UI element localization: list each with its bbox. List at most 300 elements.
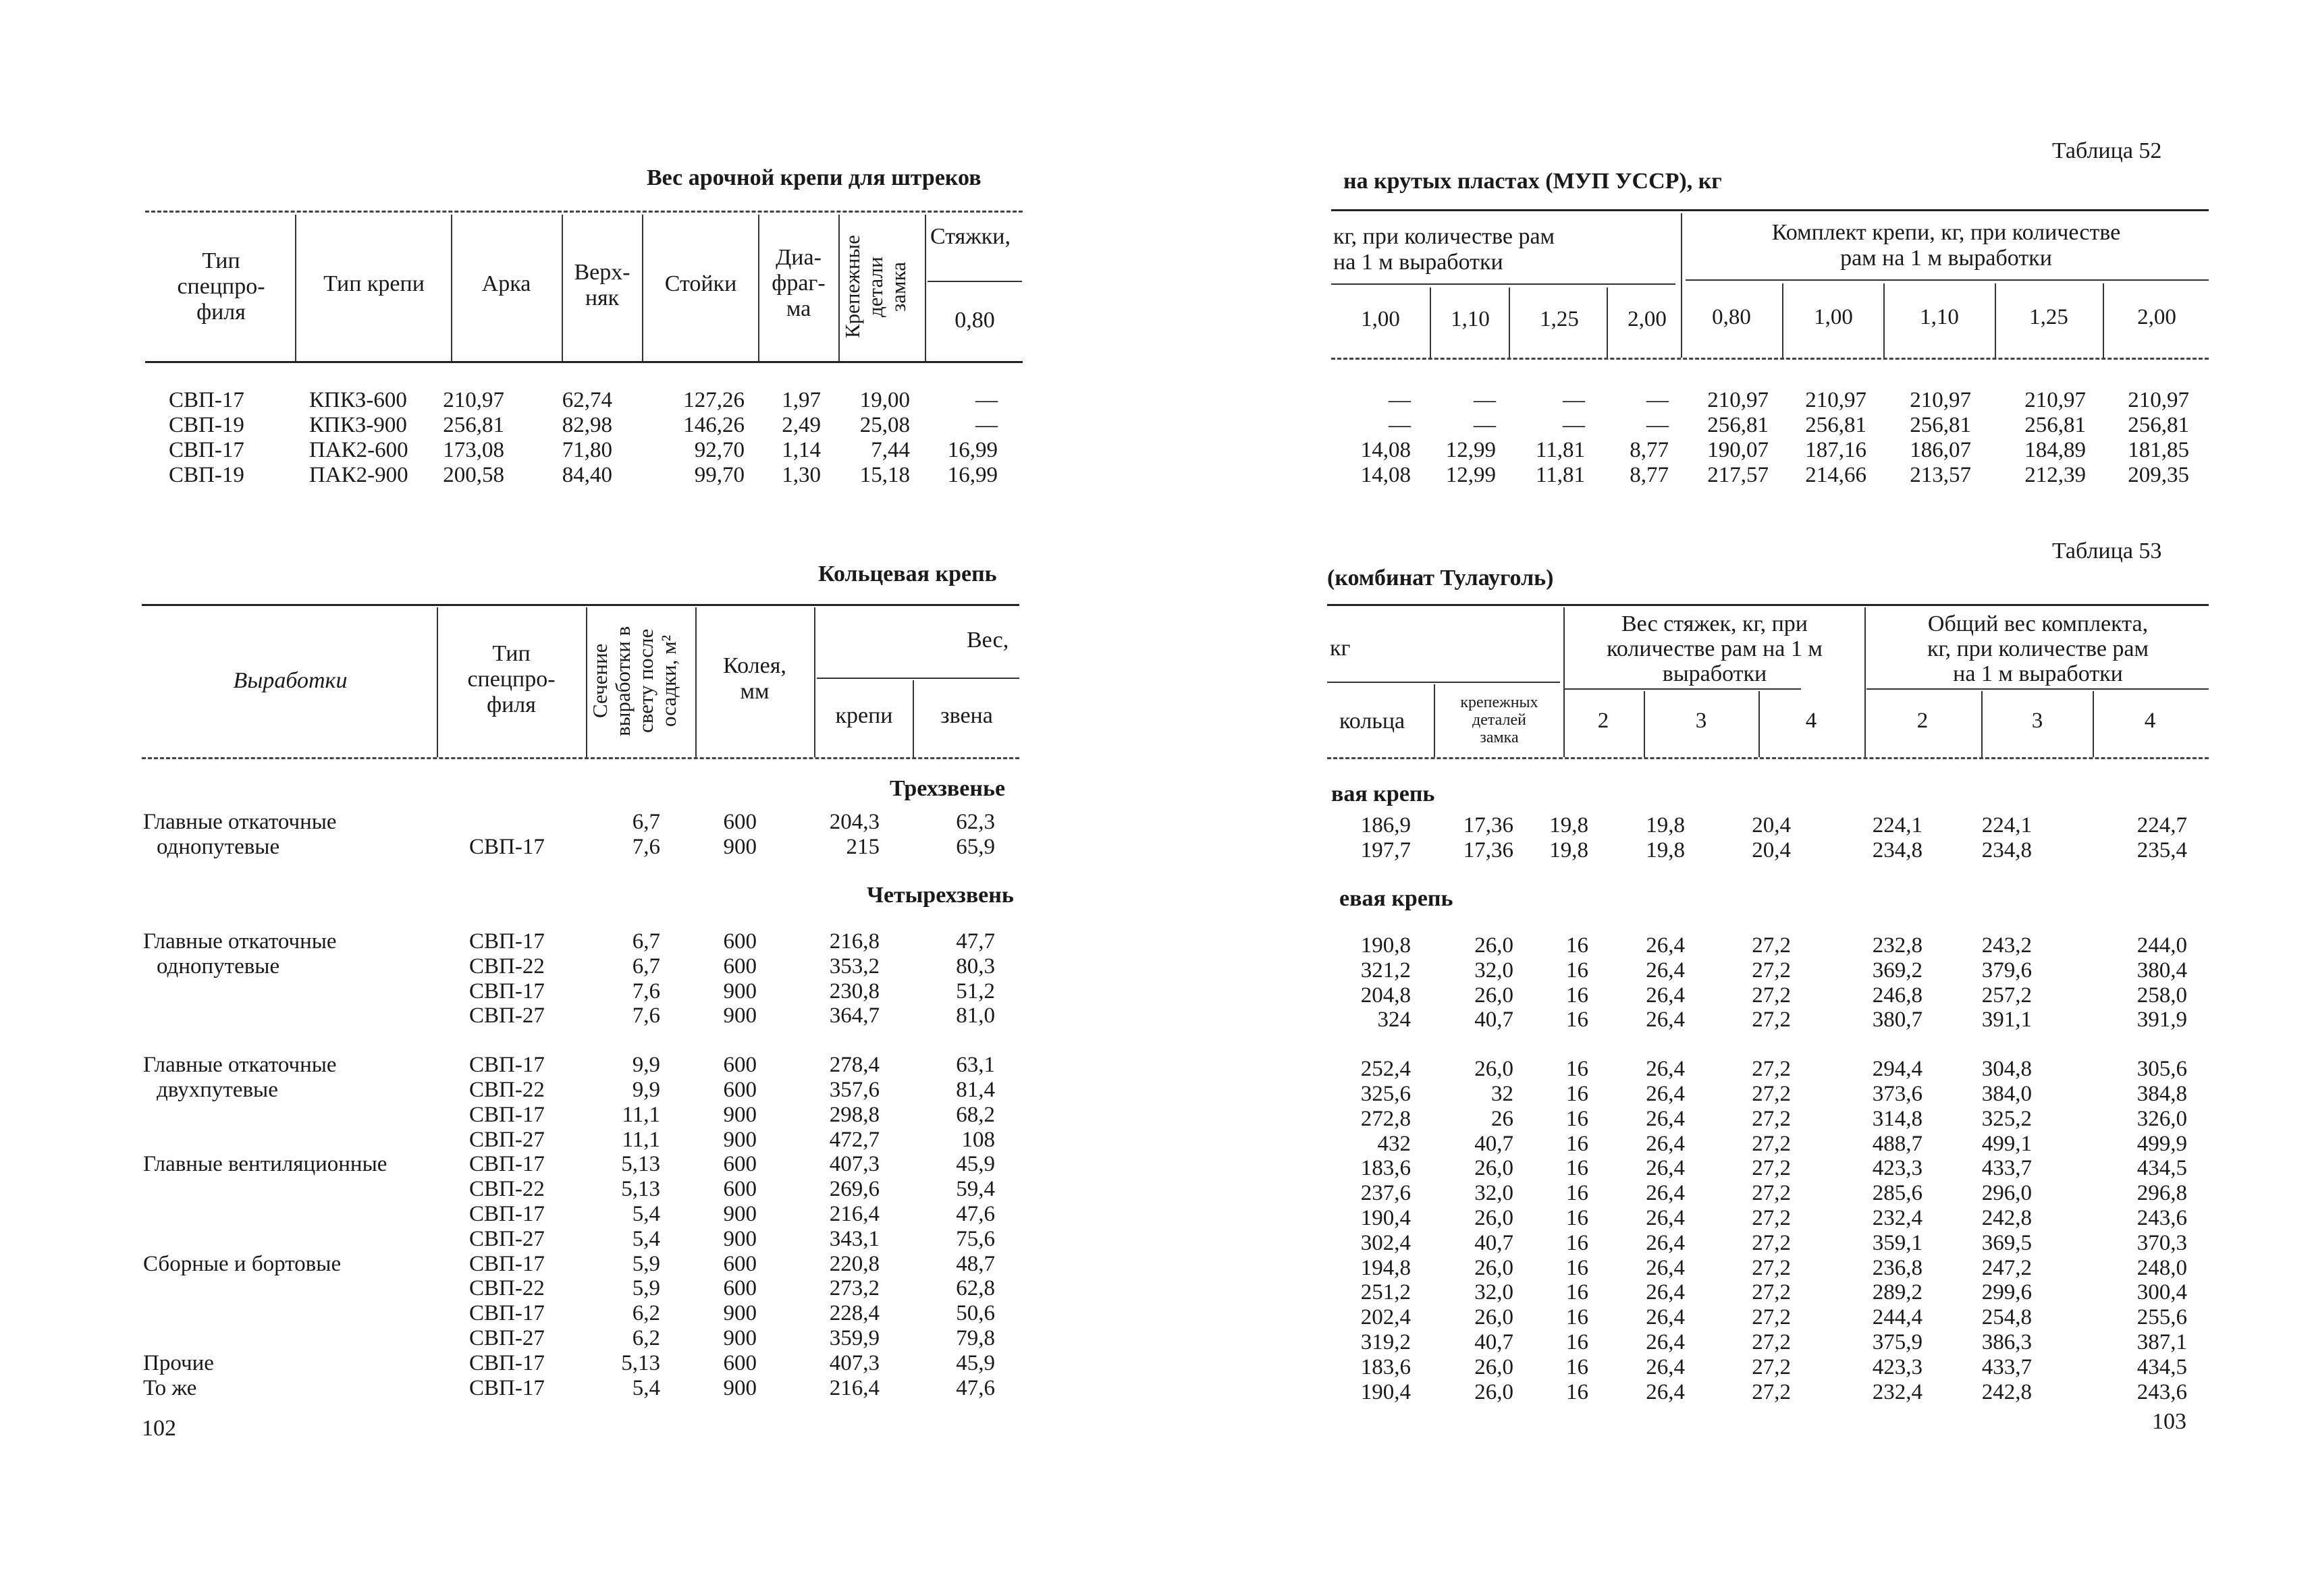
table-cell: КПКЗ-900 xyxy=(309,413,407,437)
table-cell: 14,08 xyxy=(1360,438,1411,462)
subheader: 1,25 xyxy=(2029,305,2068,329)
table53-right-header-rule xyxy=(1327,757,2209,759)
table-cell: 40,7 xyxy=(1474,1230,1513,1255)
subheader: 2 xyxy=(1597,709,1609,733)
table-cell: 236,8 xyxy=(1872,1255,1923,1280)
table-cell: 81,4 xyxy=(956,1078,995,1102)
header-workings: Выработки xyxy=(233,668,348,693)
table-cell: 210,97 xyxy=(443,388,504,412)
table-cell: 255,6 xyxy=(2136,1305,2187,1330)
header-cap: Верх- няк xyxy=(574,260,630,310)
table-cell: 244,4 xyxy=(1872,1305,1923,1330)
table-cell: 16 xyxy=(1566,983,1588,1008)
table-cell: 45,9 xyxy=(956,1152,995,1177)
table-cell: СВП-19 xyxy=(169,463,244,487)
table-cell: 183,6 xyxy=(1360,1156,1411,1181)
table-cell: 273,2 xyxy=(829,1276,880,1301)
table-cell: 387,1 xyxy=(2136,1330,2187,1354)
subheader: 4 xyxy=(2144,709,2156,733)
table-cell: 8,77 xyxy=(1630,463,1669,487)
table-cell: СВП-19 xyxy=(169,413,244,437)
table-cell: — xyxy=(1389,388,1411,412)
table-cell: 433,7 xyxy=(1981,1354,2032,1379)
table-cell: 258,0 xyxy=(2136,983,2187,1008)
table-cell: 62,8 xyxy=(956,1276,995,1301)
table-cell: 27,2 xyxy=(1752,1057,1791,1082)
table52-top-rule xyxy=(145,211,1023,213)
table-cell: 14,08 xyxy=(1360,463,1411,487)
table-cell: 300,4 xyxy=(2136,1280,2187,1305)
table-cell: 80,3 xyxy=(956,954,995,979)
table52-right-top-rule xyxy=(1331,209,2209,211)
table-cell: 27,2 xyxy=(1752,1305,1791,1330)
table-cell: 285,6 xyxy=(1872,1181,1923,1206)
table-cell: СВП-17 xyxy=(469,1251,545,1276)
table-cell: 26,4 xyxy=(1646,1131,1685,1156)
row-label: Сборные и бортовые xyxy=(143,1251,342,1276)
table-cell: 900 xyxy=(723,1301,757,1326)
table-cell: 16 xyxy=(1566,1082,1588,1106)
table-cell: 289,2 xyxy=(1872,1280,1923,1305)
row-label: Главные откаточные xyxy=(143,929,337,954)
table-cell: СВП-17 xyxy=(469,1301,545,1326)
table-cell: 600 xyxy=(723,1350,757,1375)
table-cell: 210,97 xyxy=(2024,388,2086,412)
table-cell: 433,7 xyxy=(1981,1156,2032,1181)
table-cell: 5,4 xyxy=(632,1226,660,1251)
subheader: 2 xyxy=(1916,709,1929,733)
table-cell: 900 xyxy=(723,1226,757,1251)
table-cell: 364,7 xyxy=(829,1003,880,1028)
table-cell: 17,36 xyxy=(1463,837,1513,862)
table-cell: 6,2 xyxy=(632,1301,660,1326)
table-cell: 434,5 xyxy=(2136,1354,2187,1379)
subheader: 3 xyxy=(1695,709,1707,733)
table-cell: 184,89 xyxy=(2024,438,2086,462)
table-cell: 26,4 xyxy=(1646,1057,1685,1082)
table-cell: 32,0 xyxy=(1474,1280,1513,1305)
table-cell: 16 xyxy=(1566,1330,1588,1354)
table-cell: 423,3 xyxy=(1872,1156,1923,1181)
table-cell: — xyxy=(1646,388,1669,412)
subheader: 1,00 xyxy=(1814,305,1853,329)
table-cell: 47,6 xyxy=(956,1202,995,1226)
table-cell: 432 xyxy=(1377,1131,1411,1156)
table-cell: 6,2 xyxy=(632,1326,660,1350)
table53-header-rule xyxy=(142,757,1019,759)
table-cell: 173,08 xyxy=(443,438,504,462)
row-label: Главные вентиляционные xyxy=(143,1152,387,1177)
table-cell: 19,8 xyxy=(1646,837,1685,862)
table-cell: 228,4 xyxy=(829,1301,880,1326)
table-cell: 26,4 xyxy=(1646,983,1685,1008)
table-cell: 244,0 xyxy=(2136,933,2187,958)
table-cell: 900 xyxy=(723,834,757,859)
table-cell: 108 xyxy=(961,1127,995,1152)
table-cell: 391,9 xyxy=(2136,1008,2187,1033)
table-cell: 5,13 xyxy=(621,1350,660,1375)
page-number-left: 102 xyxy=(142,1416,176,1441)
subheader: 1,10 xyxy=(1451,307,1490,331)
table-cell: 19,8 xyxy=(1646,813,1685,837)
subheader: 4 xyxy=(1805,709,1817,733)
subheader: 2,00 xyxy=(1628,307,1667,331)
table-cell: 48,7 xyxy=(956,1251,995,1276)
row-label: двухпутевые xyxy=(157,1078,278,1102)
table-cell: 26,0 xyxy=(1474,1156,1513,1181)
table-cell: 26,4 xyxy=(1646,933,1685,958)
table-cell: 197,7 xyxy=(1360,837,1411,862)
table-cell: 26,4 xyxy=(1646,1230,1685,1255)
header-link: звена xyxy=(940,703,993,728)
table-cell: 321,2 xyxy=(1360,958,1411,983)
table-cell: 499,9 xyxy=(2136,1131,2187,1156)
table-cell: 186,9 xyxy=(1360,813,1411,837)
table-cell: 369,5 xyxy=(1981,1230,2032,1255)
table-cell: 242,8 xyxy=(1981,1206,2032,1230)
table-cell: 84,40 xyxy=(562,463,612,487)
table-cell: 243,6 xyxy=(2136,1206,2187,1230)
table-cell: 99,70 xyxy=(694,463,745,487)
table-cell: 600 xyxy=(723,1177,757,1202)
table-cell: СВП-27 xyxy=(469,1127,545,1152)
table-cell: — xyxy=(1474,413,1496,437)
table52-title-left: Вес арочной крепи для штреков xyxy=(647,165,982,190)
table-cell: 27,2 xyxy=(1752,933,1791,958)
subheader: 3 xyxy=(2031,709,2043,733)
header-diaphragm: Диа- фраг- ма xyxy=(772,245,826,321)
table-cell: 369,2 xyxy=(1872,958,1923,983)
table-cell: 26,4 xyxy=(1646,1330,1685,1354)
table-cell: 7,44 xyxy=(871,438,910,462)
table-cell: СВП-22 xyxy=(469,1078,545,1102)
table-cell: 50,6 xyxy=(956,1301,995,1326)
table-cell: 25,08 xyxy=(859,413,910,437)
table-cell: 26,4 xyxy=(1646,1156,1685,1181)
table-cell: 326,0 xyxy=(2136,1106,2187,1131)
table-cell: 27,2 xyxy=(1752,1379,1791,1404)
header-type-support: Тип крепи xyxy=(323,271,425,296)
table-cell: 5,4 xyxy=(632,1375,660,1400)
table-cell: 380,4 xyxy=(2136,958,2187,983)
table-cell: 27,2 xyxy=(1752,1280,1791,1305)
table-cell: 600 xyxy=(723,810,757,834)
table-cell: — xyxy=(1563,388,1585,412)
table-cell: 16 xyxy=(1566,1280,1588,1305)
table-cell: 26,4 xyxy=(1646,1181,1685,1206)
table53-right-top-rule xyxy=(1327,604,2209,606)
table-cell: СВП-17 xyxy=(469,979,545,1003)
table-cell: 278,4 xyxy=(829,1053,880,1078)
table-cell: 248,0 xyxy=(2136,1255,2187,1280)
table-cell: 190,4 xyxy=(1360,1379,1411,1404)
table-cell: СВП-17 xyxy=(469,1053,545,1078)
row-label: Главные откаточные xyxy=(143,1053,337,1078)
table-cell: 200,58 xyxy=(443,463,504,487)
header-kg: кг xyxy=(1330,636,1351,661)
table-cell: 220,8 xyxy=(829,1251,880,1276)
table-cell: 242,8 xyxy=(1981,1379,2032,1404)
subheader: 1,10 xyxy=(1920,305,1959,329)
table-cell: СВП-17 xyxy=(469,929,545,954)
table-cell: 210,97 xyxy=(2128,388,2189,412)
table-cell: 5,4 xyxy=(632,1202,660,1226)
table-cell: 256,81 xyxy=(2024,413,2086,437)
subheader: 2,00 xyxy=(2137,305,2176,329)
table-cell: 16 xyxy=(1566,1354,1588,1379)
table-cell: СВП-22 xyxy=(469,1177,545,1202)
table-cell: 62,3 xyxy=(956,810,995,834)
table-cell: 232,4 xyxy=(1872,1379,1923,1404)
table-cell: 900 xyxy=(723,1102,757,1127)
table-cell: 257,2 xyxy=(1981,983,2032,1008)
header-lock-parts-right: крепежных деталей замка xyxy=(1460,694,1538,746)
table-cell: 5,13 xyxy=(621,1152,660,1177)
table-cell: СВП-27 xyxy=(469,1003,545,1028)
table-cell: 6,7 xyxy=(632,954,660,979)
table-cell: 26,0 xyxy=(1474,983,1513,1008)
table-cell: 32,0 xyxy=(1474,1181,1513,1206)
table-cell: СВП-17 xyxy=(469,1202,545,1226)
table-cell: 600 xyxy=(723,1053,757,1078)
table-cell: 5,13 xyxy=(621,1177,660,1202)
table-cell: 379,6 xyxy=(1981,958,2032,983)
table-cell: 224,1 xyxy=(1872,813,1923,837)
table-cell: 204,8 xyxy=(1360,983,1411,1008)
table-cell: 27,2 xyxy=(1752,1230,1791,1255)
table-cell: — xyxy=(1563,413,1585,437)
table-cell: 6,7 xyxy=(632,810,660,834)
table-cell: 11,81 xyxy=(1535,463,1585,487)
table53-label: Таблица 53 xyxy=(2052,539,2162,563)
table52-title-right: на крутых пластах (МУП УССР), кг xyxy=(1343,169,1722,194)
table-cell: 26,4 xyxy=(1646,1305,1685,1330)
table-cell: 26,0 xyxy=(1474,1206,1513,1230)
table-cell: 210,97 xyxy=(1805,388,1866,412)
table-cell: 900 xyxy=(723,979,757,1003)
table-cell: 314,8 xyxy=(1872,1106,1923,1131)
table-cell: 472,7 xyxy=(829,1127,880,1152)
table-cell: 26,0 xyxy=(1474,1354,1513,1379)
table-cell: 434,5 xyxy=(2136,1156,2187,1181)
table-cell: 12,99 xyxy=(1445,438,1496,462)
table-cell: 600 xyxy=(723,1276,757,1301)
table-cell: 8,77 xyxy=(1630,438,1669,462)
header-weight: Вес, xyxy=(967,628,1009,653)
table-cell: 47,7 xyxy=(956,929,995,954)
table-cell: 26,4 xyxy=(1646,1106,1685,1131)
table-cell: 256,81 xyxy=(2128,413,2189,437)
table-cell: 600 xyxy=(723,929,757,954)
header-section: Сечение выработки в свету после осадки, м² xyxy=(588,626,680,736)
table-cell: 246,8 xyxy=(1872,983,1923,1008)
section-four-link-right: евая крепь xyxy=(1339,886,1453,911)
table-cell: 304,8 xyxy=(1981,1057,2032,1082)
table-cell: 216,8 xyxy=(829,929,880,954)
table-cell: 1,30 xyxy=(782,463,821,487)
table-cell: 343,1 xyxy=(829,1226,880,1251)
table-cell: 232,4 xyxy=(1872,1206,1923,1230)
table-cell: СВП-17 xyxy=(169,388,244,412)
table-cell: 40,7 xyxy=(1474,1330,1513,1354)
table-cell: 216,4 xyxy=(829,1202,880,1226)
table-cell: СВП-22 xyxy=(469,954,545,979)
table-cell: 186,07 xyxy=(1910,438,1971,462)
table-cell: 16 xyxy=(1566,1379,1588,1404)
table-cell: 243,2 xyxy=(1981,933,2032,958)
table-cell: 272,8 xyxy=(1360,1106,1411,1131)
table-cell: 423,3 xyxy=(1872,1354,1923,1379)
table-cell: 600 xyxy=(723,1078,757,1102)
table-cell: 224,1 xyxy=(1981,813,2032,837)
table-cell: 40,7 xyxy=(1474,1008,1513,1033)
table-cell: 183,6 xyxy=(1360,1354,1411,1379)
table-cell: 16 xyxy=(1566,1106,1588,1131)
table53-title-right: (комбинат Тулауголь) xyxy=(1327,566,1554,590)
table-cell: 27,2 xyxy=(1752,958,1791,983)
table-cell: 391,1 xyxy=(1981,1008,2032,1033)
table-cell: 386,3 xyxy=(1981,1330,2032,1354)
table-cell: 234,8 xyxy=(1872,837,1923,862)
header-lock-parts: Крепежные детали замка xyxy=(840,235,910,339)
table-cell: 27,2 xyxy=(1752,1330,1791,1354)
table-cell: 16 xyxy=(1566,1156,1588,1181)
table-cell: — xyxy=(975,413,998,437)
table-cell: 216,4 xyxy=(829,1375,880,1400)
table-cell: 11,1 xyxy=(622,1127,660,1152)
table-cell: 26,4 xyxy=(1646,1255,1685,1280)
table-cell: 234,8 xyxy=(1981,837,2032,862)
table-cell: 62,74 xyxy=(562,388,612,412)
table-cell: 353,2 xyxy=(829,954,880,979)
table-cell: 190,4 xyxy=(1360,1206,1411,1230)
header-total-group: Общий вес комплекта, кг, при количестве рам на 1 м выработки xyxy=(1927,611,2149,686)
table-cell: 269,6 xyxy=(829,1177,880,1202)
table-cell: 187,16 xyxy=(1805,438,1866,462)
table-cell: 26,0 xyxy=(1474,1305,1513,1330)
row-label: Прочие xyxy=(143,1350,214,1375)
table-cell: 359,1 xyxy=(1872,1230,1923,1255)
table-cell: 900 xyxy=(723,1003,757,1028)
table-cell: 16 xyxy=(1566,1230,1588,1255)
table-cell: 325,2 xyxy=(1981,1106,2032,1131)
table-cell: 224,7 xyxy=(2136,813,2187,837)
table-cell: 202,4 xyxy=(1360,1305,1411,1330)
table-cell: 7,6 xyxy=(632,979,660,1003)
section-four-link: Четырехзвень xyxy=(867,883,1014,908)
table-cell: 79,8 xyxy=(956,1326,995,1350)
table-cell: 47,6 xyxy=(956,1375,995,1400)
table-cell: 600 xyxy=(723,1251,757,1276)
table-cell: 247,2 xyxy=(1981,1255,2032,1280)
table-cell: 209,35 xyxy=(2128,463,2189,487)
table-cell: 16 xyxy=(1566,958,1588,983)
table-cell: 230,8 xyxy=(829,979,880,1003)
table-cell: 75,6 xyxy=(956,1226,995,1251)
table-cell: 407,3 xyxy=(829,1350,880,1375)
table-cell: 92,70 xyxy=(694,438,745,462)
table-cell: 296,8 xyxy=(2136,1181,2187,1206)
table-cell: 26,0 xyxy=(1474,1255,1513,1280)
table-cell: 204,3 xyxy=(829,810,880,834)
header-ties: Стяжки, xyxy=(930,224,1011,249)
table-cell: 305,6 xyxy=(2136,1057,2187,1082)
table53-top-rule xyxy=(142,604,1019,606)
table-cell: 127,26 xyxy=(683,388,745,412)
table-cell: 210,97 xyxy=(1707,388,1769,412)
table-cell: 19,8 xyxy=(1549,813,1588,837)
table-cell: СВП-17 xyxy=(469,834,545,859)
table-cell: 499,1 xyxy=(1981,1131,2032,1156)
table52-right-header-rule xyxy=(1331,358,2209,360)
table-cell: 232,8 xyxy=(1872,933,1923,958)
subheader: 1,25 xyxy=(1540,307,1579,331)
table-cell: 251,2 xyxy=(1360,1280,1411,1305)
table-cell: 299,6 xyxy=(1981,1280,2032,1305)
table-cell: 900 xyxy=(723,1375,757,1400)
table-cell: СВП-17 xyxy=(469,1102,545,1127)
table-cell: 16 xyxy=(1566,1057,1588,1082)
table-cell: 256,81 xyxy=(1805,413,1866,437)
section-three-link: Трехзвенье xyxy=(890,776,1006,801)
table-cell: 59,4 xyxy=(956,1177,995,1202)
table-cell: 194,8 xyxy=(1360,1255,1411,1280)
table-cell: 26,0 xyxy=(1474,933,1513,958)
table-cell: 488,7 xyxy=(1872,1131,1923,1156)
table-cell: 27,2 xyxy=(1752,1008,1791,1033)
table-cell: 302,4 xyxy=(1360,1230,1411,1255)
table-cell: СВП-27 xyxy=(469,1226,545,1251)
table-cell: 214,66 xyxy=(1805,463,1866,487)
table-cell: СВП-17 xyxy=(469,1375,545,1400)
table-cell: 298,8 xyxy=(829,1102,880,1127)
table-cell: 27,2 xyxy=(1752,1354,1791,1379)
table-cell: 254,8 xyxy=(1981,1305,2032,1330)
table-cell: 15,18 xyxy=(859,463,910,487)
table-cell: 235,4 xyxy=(2136,837,2187,862)
row-label: Главные откаточные xyxy=(143,810,337,834)
table-cell: 27,2 xyxy=(1752,1106,1791,1131)
table-cell: 600 xyxy=(723,954,757,979)
table-cell: 32 xyxy=(1491,1082,1513,1106)
table-cell: 380,7 xyxy=(1872,1008,1923,1033)
row-label: однопутевые xyxy=(157,834,280,859)
table-cell: — xyxy=(1474,388,1496,412)
table-cell: 384,0 xyxy=(1981,1082,2032,1106)
header-posts: Стойки xyxy=(664,271,737,296)
table-cell: 600 xyxy=(723,1152,757,1177)
table-cell: 7,6 xyxy=(632,834,660,859)
table-cell: 51,2 xyxy=(956,979,995,1003)
table-cell: 407,3 xyxy=(829,1152,880,1177)
table-cell: — xyxy=(1646,413,1669,437)
table-cell: 370,3 xyxy=(2136,1230,2187,1255)
row-label: однопутевые xyxy=(157,954,280,979)
table-cell: 26 xyxy=(1491,1106,1513,1131)
table-cell: 146,26 xyxy=(683,413,745,437)
table-cell: 68,2 xyxy=(956,1102,995,1127)
header-right-group: Комплект крепи, кг, при количестве рам на 1 м выработки xyxy=(1771,220,2121,271)
table-cell: 11,1 xyxy=(622,1102,660,1127)
table-cell: 45,9 xyxy=(956,1350,995,1375)
table-cell: ПАК2-600 xyxy=(309,438,408,462)
table-cell: 19,8 xyxy=(1549,837,1588,862)
table-cell: 190,07 xyxy=(1707,438,1769,462)
table-cell: 375,9 xyxy=(1872,1330,1923,1354)
table-cell: 65,9 xyxy=(956,834,995,859)
table52-header-rule xyxy=(145,361,1023,363)
table-cell: 27,2 xyxy=(1752,1156,1791,1181)
